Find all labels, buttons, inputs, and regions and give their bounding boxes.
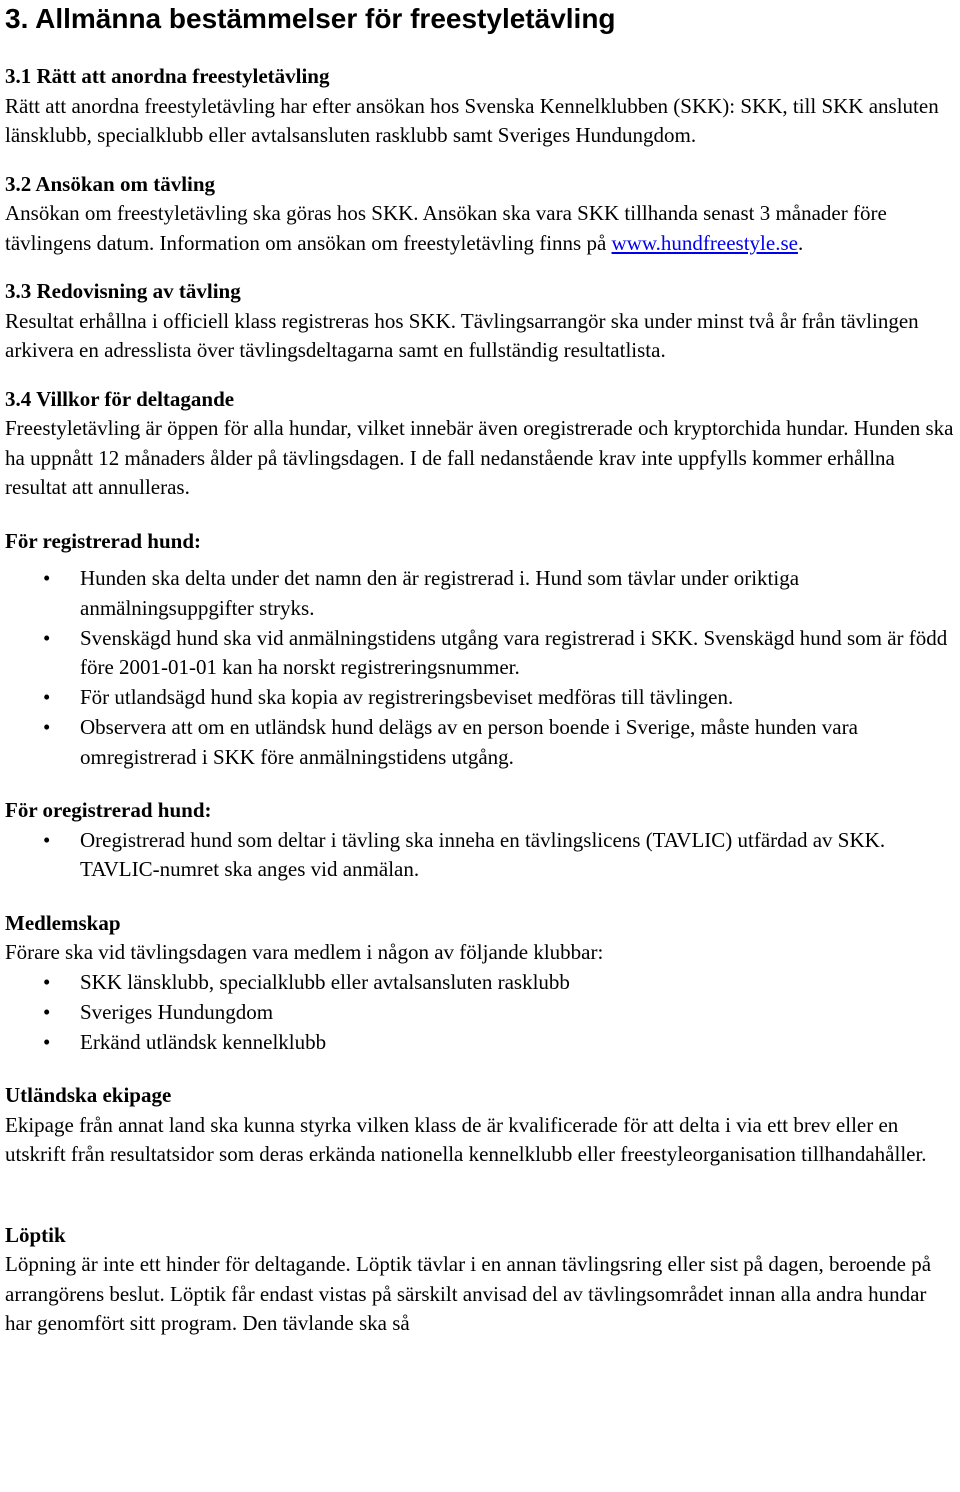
list-item-text: Erkänd utländsk kennelklubb bbox=[80, 1029, 327, 1054]
bullet-icon: • bbox=[43, 999, 51, 1024]
membership-list bbox=[5, 968, 954, 1058]
section-heading: Medlemskap bbox=[5, 910, 121, 935]
section-3-4 bbox=[5, 385, 954, 503]
list-item-text: Hunden ska delta under det namn den är registrerad i. Hund som tävlar under oriktiga anmälningsuppgifter stryks. bbox=[80, 566, 800, 620]
bullet-icon: • bbox=[43, 1029, 51, 1054]
registered-list bbox=[5, 564, 954, 772]
bullet-icon: • bbox=[43, 685, 51, 709]
membership-section bbox=[5, 909, 954, 1058]
hundfreestyle-link[interactable]: www.hundfreestyle.se bbox=[611, 230, 798, 255]
list-item-text: Svenskägd hund ska vid anmälningstidens utgång vara registrerad i SKK. Svenskägd hund som är född före 2001-01-01 kan ha norskt registreringsnummer. bbox=[80, 625, 948, 679]
list-item bbox=[5, 826, 954, 885]
bullet-icon: • bbox=[43, 566, 51, 590]
section-3-1 bbox=[5, 62, 954, 151]
section-heading: 3.2 Ansökan om tävling bbox=[5, 171, 216, 196]
section-text-body: Ansökan om freestyletävling ska göras hos SKK. Ansökan ska vara SKK tillhanda senast 3 månader före tävlingens datum. Information om ansökan om freestyletävling finns på bbox=[5, 201, 887, 255]
document-page bbox=[0, 2, 960, 1339]
list-item bbox=[5, 683, 954, 713]
list-item-text: Sveriges Hundungdom bbox=[80, 999, 274, 1024]
bullet-icon: • bbox=[43, 625, 51, 650]
list-item bbox=[5, 564, 954, 623]
section-text: Förare ska vid tävlingsdagen vara medlem i någon av följande klubbar: bbox=[5, 940, 604, 964]
bullet-icon: • bbox=[43, 827, 51, 852]
unregistered-list bbox=[5, 826, 954, 885]
page-title: 3. Allmänna bestämmelser för freestyletävling bbox=[5, 3, 616, 34]
list-item bbox=[5, 998, 954, 1028]
heat-section bbox=[5, 1221, 954, 1339]
section-text: Resultat erhållna i officiell klass registreras hos SKK. Tävlingsarrangör ska under minst två år från tävlingen arkivera en adresslista över tävlingsdeltagarna samt en fullständig resultatlista. bbox=[5, 308, 919, 362]
list-item-text: SKK länsklubb, specialklubb eller avtalsansluten rasklubb bbox=[80, 969, 570, 994]
section-heading: 3.4 Villkor för deltagande bbox=[5, 386, 235, 411]
list-item-text: För utlandsägd hund ska kopia av registreringsbeviset medföras till tävlingen. bbox=[80, 685, 734, 709]
section-heading: För oregistrerad hund: bbox=[5, 798, 212, 822]
section-text: Rätt att anordna freestyletävling har efter ansökan hos Svenska Kennelklubben (SKK): SKK, till SKK ansluten länsklubb, specialklubb eller avtalsansluten rasklubb samt Sveriges Hundungdom. bbox=[5, 93, 939, 147]
list-item bbox=[5, 968, 954, 998]
section-3-3 bbox=[5, 277, 954, 366]
bullet-icon: • bbox=[43, 969, 51, 994]
bullet-icon: • bbox=[43, 715, 51, 739]
section-heading: Löptik bbox=[5, 1222, 66, 1247]
list-item-text: Observera att om en utländsk hund delägs av en person boende i Sverige, måste hunden vara omregistrerad i SKK före anmälningstidens utgång. bbox=[80, 715, 858, 769]
section-text bbox=[5, 199, 954, 258]
list-item bbox=[5, 1028, 954, 1058]
unregistered-dog-section bbox=[5, 796, 954, 885]
section-heading: 3.3 Redovisning av tävling bbox=[5, 279, 241, 303]
list-item bbox=[5, 713, 954, 772]
section-text: Ekipage från annat land ska kunna styrka vilken klass de är kvalificerade för att delta i via ett brev eller en utskrift från resultatsidor som deras erkända nationella kennelklubb eller freestyleorganisation tillhandahåller. bbox=[5, 1112, 927, 1166]
section-heading: 3.1 Rätt att anordna freestyletävling bbox=[5, 64, 330, 88]
foreign-teams-section bbox=[5, 1081, 954, 1170]
link-period: . bbox=[797, 230, 804, 255]
section-heading: För registrerad hund: bbox=[5, 528, 202, 553]
list-item bbox=[5, 624, 954, 683]
list-item-text: Oregistrerad hund som deltar i tävling ska inneha en tävlingslicens (TAVLIC) utfärdad av SKK. TAVLIC-numret ska anges vid anmälan. bbox=[80, 827, 886, 881]
spacer bbox=[5, 1189, 954, 1221]
section-heading: Utländska ekipage bbox=[5, 1083, 172, 1107]
section-text: Löpning är inte ett hinder för deltagande. Löptik tävlar i en annan tävlingsring eller sist på dagen, beroende på arrangörens beslut. Löptik får endast vistas på särskilt anvisad del av tävlingsområdet innan alla andra hundar har genomfört sitt program. Den tävlande ska så bbox=[5, 1252, 932, 1335]
section-text: Freestyletävling är öppen för alla hundar, vilket innebär även oregistrerade och kryptorchida hundar. Hunden ska ha uppnått 12 månaders ålder på tävlingsdagen. I de fall nedanstående krav inte uppfylls kommer erhållna resultat att annulleras. bbox=[5, 416, 954, 499]
section-3-2 bbox=[5, 170, 954, 259]
registered-dog-section bbox=[5, 527, 954, 773]
